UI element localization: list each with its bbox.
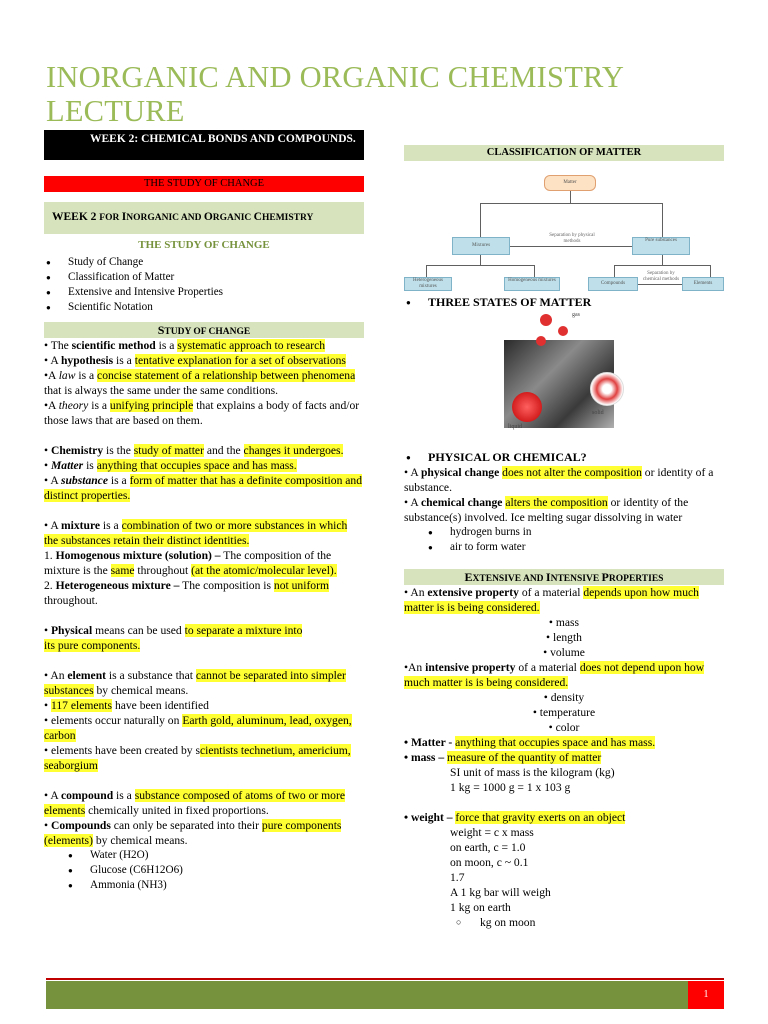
elements-node: Elements	[682, 277, 724, 291]
solid-label: solid	[592, 410, 604, 416]
list-item: ● Scientific Notation	[44, 300, 364, 315]
physical-methods-label: Separation by physical methods	[549, 233, 595, 244]
left-column	[44, 130, 364, 893]
sub-list-item: ○ kg on moon	[456, 916, 536, 929]
paragraph: • A compound is a substance composed of atoms of two or more elements chemically united in fixed proportions.	[44, 789, 345, 817]
week-bar: WEEK 2: CHEMICAL BONDS AND COMPOUNDS.	[44, 130, 364, 160]
paragraph: A 1 kg bar will weigh	[450, 886, 551, 899]
heterogeneous-node: Heterogeneous mixtures	[404, 277, 452, 291]
states-of-matter-illustration	[404, 310, 724, 438]
physical-or-chemical-heading: ● PHYSICAL OR CHEMICAL?	[404, 450, 724, 465]
paragraph: • A substance is a form of matter that has a definite composition and distinct properties.	[44, 474, 363, 502]
matter-node: Matter	[544, 175, 596, 191]
right-column	[404, 145, 724, 930]
classification-diagram	[404, 163, 724, 291]
mixtures-node: Mixtures	[452, 237, 510, 255]
footer-divider	[46, 978, 724, 980]
solid-molecules	[590, 372, 624, 406]
paragraph: • A physical change does not alter the composition or identity of a substance.	[404, 466, 714, 494]
paragraph: • Matter - anything that occupies space and has mass.	[404, 736, 656, 749]
list-item: • color	[548, 721, 580, 734]
paragraph: • Compounds can only be separated into their pure components (elements) by chemical means.	[44, 819, 342, 847]
paragraph: • An extensive property of a material depends upon how much matter is is being considered.	[404, 586, 699, 614]
list-item: ● Extensive and Intensive Properties	[44, 285, 364, 300]
paragraph: • A mixture is a combination of two or more substances in which the substances retain their distinct identities.	[44, 519, 348, 547]
paragraph: weight = c x mass	[450, 826, 534, 839]
paragraph: • mass – measure of the quantity of matter	[404, 751, 602, 764]
paragraph: 1 kg = 1000 g = 1 x 103 g	[450, 781, 571, 794]
liquid-label: liquid	[508, 424, 523, 430]
paragraph: •A theory is a unifying principle that explains a body of facts and/or those laws that are based on them.	[44, 399, 360, 427]
compounds-node: Compounds	[588, 277, 638, 291]
paragraph: • elements have been created by scientists technetium, americium, seaborgium	[44, 744, 351, 772]
list-item: • temperature	[532, 706, 596, 719]
chemical-change-examples	[404, 525, 724, 555]
list-item: ● hydrogen burns in	[404, 525, 724, 540]
paragraph: • elements occur naturally on Earth gold, aluminum, lead, oxygen, carbon	[44, 714, 352, 742]
liquid-molecules	[512, 392, 542, 422]
paragraph: • A chemical change alters the composition or identity of the substance(s) involved. Ice melting sugar dissolving in water	[404, 496, 689, 524]
document-title: INORGANIC AND ORGANIC CHEMISTRY LECTURE	[46, 60, 623, 128]
paragraph: 1.7	[450, 871, 465, 884]
gas-molecules: gas	[532, 312, 578, 352]
extensive-intensive-heading: EXTENSIVE AND INTENSIVE PROPERTIES	[404, 569, 724, 585]
paragraph: • A hypothesis is a tentative explanation for a set of observations	[44, 354, 346, 367]
list-item: ● Glucose (C6H12O6)	[44, 863, 364, 878]
list-item: • volume	[543, 646, 585, 659]
paragraph: • An element is a substance that cannot be separated into simpler substances by chemical means.	[44, 669, 346, 697]
pure-substances-node: Pure substances	[632, 237, 690, 255]
paragraph: • Matter is anything that occupies space and has mass.	[44, 459, 297, 472]
three-states-heading: ● THREE STATES OF MATTER	[404, 295, 724, 310]
compound-examples	[44, 848, 364, 893]
week-course-heading: WEEK 2 FOR INORGANIC AND ORGANIC CHEMISTRY	[44, 202, 364, 234]
list-item: ● Water (H2O)	[44, 848, 364, 863]
paragraph: • 117 elements have been identified	[44, 699, 209, 712]
page-number: 1	[688, 981, 724, 1009]
paragraph: on earth, c = 1.0	[450, 841, 526, 854]
study-of-change-bar: THE STUDY OF CHANGE	[44, 176, 364, 192]
chemical-methods-label: Separation by chemical methods	[642, 271, 680, 282]
paragraph: • The scientific method is a systematic approach to research	[44, 339, 326, 352]
paragraph: • Chemistry is the study of matter and the changes it undergoes.	[44, 444, 344, 457]
paragraph: on moon, c ~ 0.1	[450, 856, 529, 869]
topic-list	[44, 255, 364, 315]
paragraph: 1. Homogenous mixture (solution) – The composition of the mixture is the same throughout (at the atomic/molecular level).	[44, 549, 337, 577]
homogeneous-node: Homogeneous mixtures	[504, 277, 560, 291]
classification-heading: CLASSIFICATION OF MATTER	[404, 145, 724, 161]
list-item: • density	[543, 691, 585, 704]
list-item: ● Classification of Matter	[44, 270, 364, 285]
list-item: ● Ammonia (NH3)	[44, 878, 364, 893]
paragraph: 1 kg on earth	[450, 901, 511, 914]
paragraph: •A law is a concise statement of a relationship between phenomena that is always the same under the same conditions.	[44, 369, 356, 397]
paragraph: •An intensive property of a material does not depend upon how much matter is is being considered.	[404, 661, 705, 689]
list-item: ● Study of Change	[44, 255, 364, 270]
list-item: ● air to form water	[404, 540, 724, 555]
list-item: • mass	[548, 616, 580, 629]
paragraph: SI unit of mass is the kilogram (kg)	[450, 766, 615, 779]
study-of-change-heading: STUDY OF CHANGE	[44, 322, 364, 338]
paragraph: 2. Heterogeneous mixture – The composition is not uniform throughout.	[44, 579, 329, 607]
paragraph: • weight – force that gravity exerts on an object	[404, 811, 626, 824]
topic-subheading: THE STUDY OF CHANGE	[138, 239, 270, 251]
list-item: • length	[546, 631, 582, 644]
footer-bar	[46, 981, 688, 1009]
paragraph: • Physical means can be used to separate a mixture into its pure components.	[44, 624, 303, 652]
